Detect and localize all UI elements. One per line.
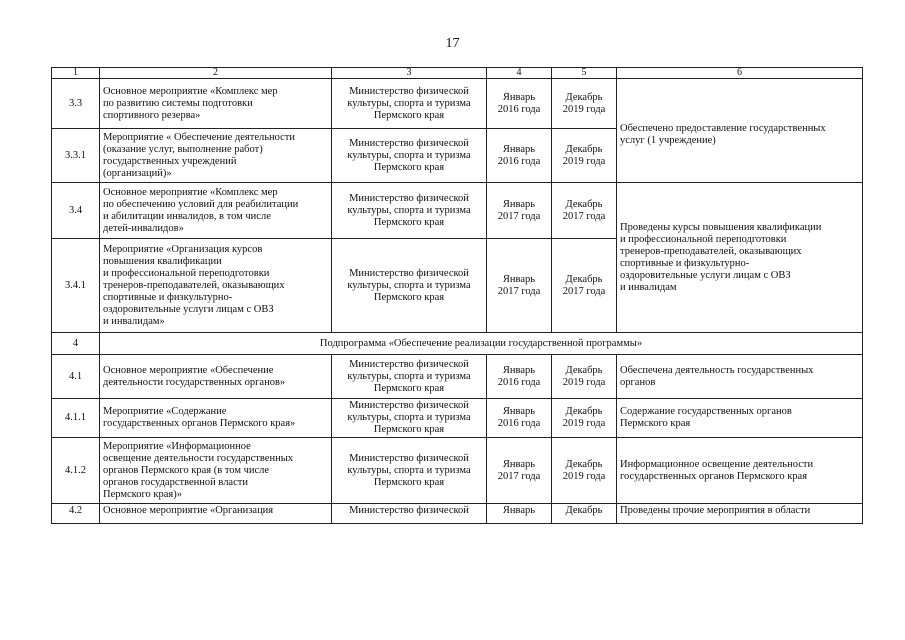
- column-header: 4: [487, 68, 552, 79]
- executor: Министерство физической: [332, 504, 487, 524]
- activity-name: Основное мероприятие «Комплекс мер по развитию системы подготовки спортивного резерва»: [100, 79, 332, 129]
- executor: Министерство физической культуры, спорта и туризма Пермского края: [332, 355, 487, 399]
- page-number: 17: [445, 36, 460, 51]
- start-date: Январь 2016 года: [487, 79, 552, 129]
- activity-name: Мероприятие «Информационное освещение деятельности государственных органов Пермского края (в том числе органов государственной власти Пермского края)»: [100, 438, 332, 504]
- expected-result: Обеспечена деятельность государственных органов: [617, 355, 863, 399]
- table-row: [52, 355, 863, 399]
- executor: Министерство физической культуры, спорта и туризма Пермского края: [332, 438, 487, 504]
- end-date: Декабрь 2019 года: [552, 79, 617, 129]
- end-date: Декабрь: [552, 504, 617, 524]
- row-number: 4.1.1: [52, 399, 100, 438]
- activity-name: Мероприятие «Содержание государственных органов Пермского края»: [100, 399, 332, 438]
- subprogram-title: Подпрограмма «Обеспечение реализации государственной программы»: [100, 333, 863, 355]
- end-date: Декабрь 2019 года: [552, 129, 617, 183]
- executor: Министерство физической культуры, спорта и туризма Пермского края: [332, 129, 487, 183]
- expected-result: Проведены курсы повышения квалификации и профессиональной переподготовки тренеров-преподавателей, оказывающих спортивные и физкультурно- оздоровительные услуги лицам с ОВЗ и инвалидам: [617, 183, 863, 333]
- row-number: 3.4.1: [52, 239, 100, 333]
- activity-name: Основное мероприятие «Обеспечение деятельности государственных органов»: [100, 355, 332, 399]
- executor: Министерство физической культуры, спорта и туризма Пермского края: [332, 79, 487, 129]
- column-header: 1: [52, 68, 100, 79]
- start-date: Январь 2017 года: [487, 183, 552, 239]
- end-date: Декабрь 2017 года: [552, 183, 617, 239]
- row-number: 4.1: [52, 355, 100, 399]
- table-row: [52, 399, 863, 438]
- table-row: [52, 183, 863, 239]
- activity-name: Основное мероприятие «Комплекс мер по обеспечению условий для реабилитации и абилитации инвалидов, в том числе детей-инвалидов»: [100, 183, 332, 239]
- activity-name: Основное мероприятие «Организация: [100, 504, 332, 524]
- executor: Министерство физической культуры, спорта и туризма Пермского края: [332, 399, 487, 438]
- subprogram-row: [52, 333, 863, 355]
- executor: Министерство физической культуры, спорта и туризма Пермского края: [332, 239, 487, 333]
- expected-result: Проведены прочие мероприятия в области: [617, 504, 863, 524]
- row-number: 3.4: [52, 183, 100, 239]
- plan-table: [51, 67, 863, 524]
- start-date: Январь 2016 года: [487, 355, 552, 399]
- row-number: 4.2: [52, 504, 100, 524]
- expected-result: Обеспечено предоставление государственных услуг (1 учреждение): [617, 79, 863, 183]
- row-number: 4.1.2: [52, 438, 100, 504]
- column-header: 3: [332, 68, 487, 79]
- executor: Министерство физической культуры, спорта и туризма Пермского края: [332, 183, 487, 239]
- table-row: [52, 438, 863, 504]
- activity-name: Мероприятие «Организация курсов повышения квалификации и профессиональной переподготовки тренеров-преподавателей, оказывающих спортивные и физкультурно- оздоровительные услуги лицам с ОВЗ и инвалидам»: [100, 239, 332, 333]
- column-header-row: [52, 68, 863, 79]
- end-date: Декабрь 2019 года: [552, 355, 617, 399]
- start-date: Январь 2016 года: [487, 399, 552, 438]
- start-date: Январь 2016 года: [487, 129, 552, 183]
- activity-name: Мероприятие « Обеспечение деятельности (оказание услуг, выполнение работ) государственных учреждений (организаций)»: [100, 129, 332, 183]
- column-header: 5: [552, 68, 617, 79]
- end-date: Декабрь 2019 года: [552, 399, 617, 438]
- row-number: 4: [52, 333, 100, 355]
- start-date: Январь 2017 года: [487, 438, 552, 504]
- end-date: Декабрь 2019 года: [552, 438, 617, 504]
- start-date: Январь: [487, 504, 552, 524]
- expected-result: Содержание государственных органов Пермского края: [617, 399, 863, 438]
- row-number: 3.3.1: [52, 129, 100, 183]
- start-date: Январь 2017 года: [487, 239, 552, 333]
- table-row: [52, 504, 863, 524]
- column-header: 6: [617, 68, 863, 79]
- column-header: 2: [100, 68, 332, 79]
- row-number: 3.3: [52, 79, 100, 129]
- end-date: Декабрь 2017 года: [552, 239, 617, 333]
- table-row: [52, 79, 863, 129]
- expected-result: Информационное освещение деятельности государственных органов Пермского края: [617, 438, 863, 504]
